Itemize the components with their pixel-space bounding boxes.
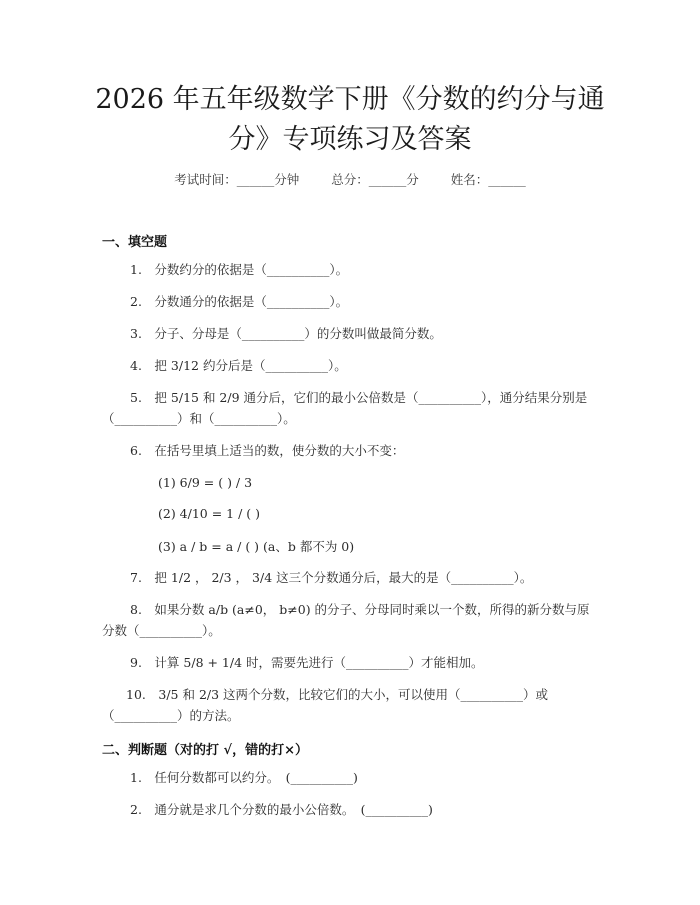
question-7: 7. 把 1/2 ， 2/3 ， 3/4 这三个分数通分后，最大的是（__________）。: [130, 570, 533, 585]
question-5: 5. 把 5/15 和 2/9 通分后，它们的最小公倍数是（__________），通分结果分别是（__________）和（__________）。: [102, 390, 588, 426]
section-fill-blank: 一、填空题: [102, 235, 168, 250]
exam-score: 总分：______分: [331, 172, 419, 187]
question-2: 2. 分数通分的依据是（__________）。: [130, 294, 349, 309]
judge-2: 2. 通分就是求几个分数的最小公倍数。 (__________): [130, 802, 433, 817]
question-3: 3. 分子、分母是（__________）的分数叫做最简分数。: [130, 326, 442, 341]
question-9: 9. 计算 5/8 + 1/4 时，需要先进行（__________）才能相加。: [130, 655, 484, 670]
question-1: 1. 分数约分的依据是（__________）。: [130, 262, 349, 277]
student-name: 姓名：______: [450, 172, 526, 187]
question-4: 4. 把 3/12 约分后是（__________）。: [130, 358, 347, 373]
section-true-false: 二、判断题（对的打 √，错的打×）: [102, 743, 308, 758]
question-6-part-2: (2) 4/10 = 1 / ( ): [158, 506, 261, 521]
judge-1: 1. 任何分数都可以约分。 (__________): [130, 770, 358, 785]
question-6: 6. 在括号里填上适当的数，使分数的大小不变：: [130, 443, 405, 458]
question-10: 10. 3/5 和 2/3 这两个分数，比较它们的大小，可以使用（__________）或（__________）的方法。: [102, 687, 549, 723]
exam-meta: [0, 170, 700, 188]
page-title: 2026 年五年级数学下册《分数的约分与通分》专项练习及答案: [95, 84, 605, 155]
exam-time: 考试时间：______分钟: [174, 172, 300, 187]
question-8: 8. 如果分数 a/b (a≠0， b≠0) 的分子、分母同时乘以一个数，所得的新分数与原分数（__________）。: [102, 602, 590, 638]
question-6-part-1: (1) 6/9 = ( ) / 3: [158, 475, 253, 490]
question-6-part-3: (3) a / b = a / ( ) (a、b 都不为 0): [158, 539, 355, 554]
